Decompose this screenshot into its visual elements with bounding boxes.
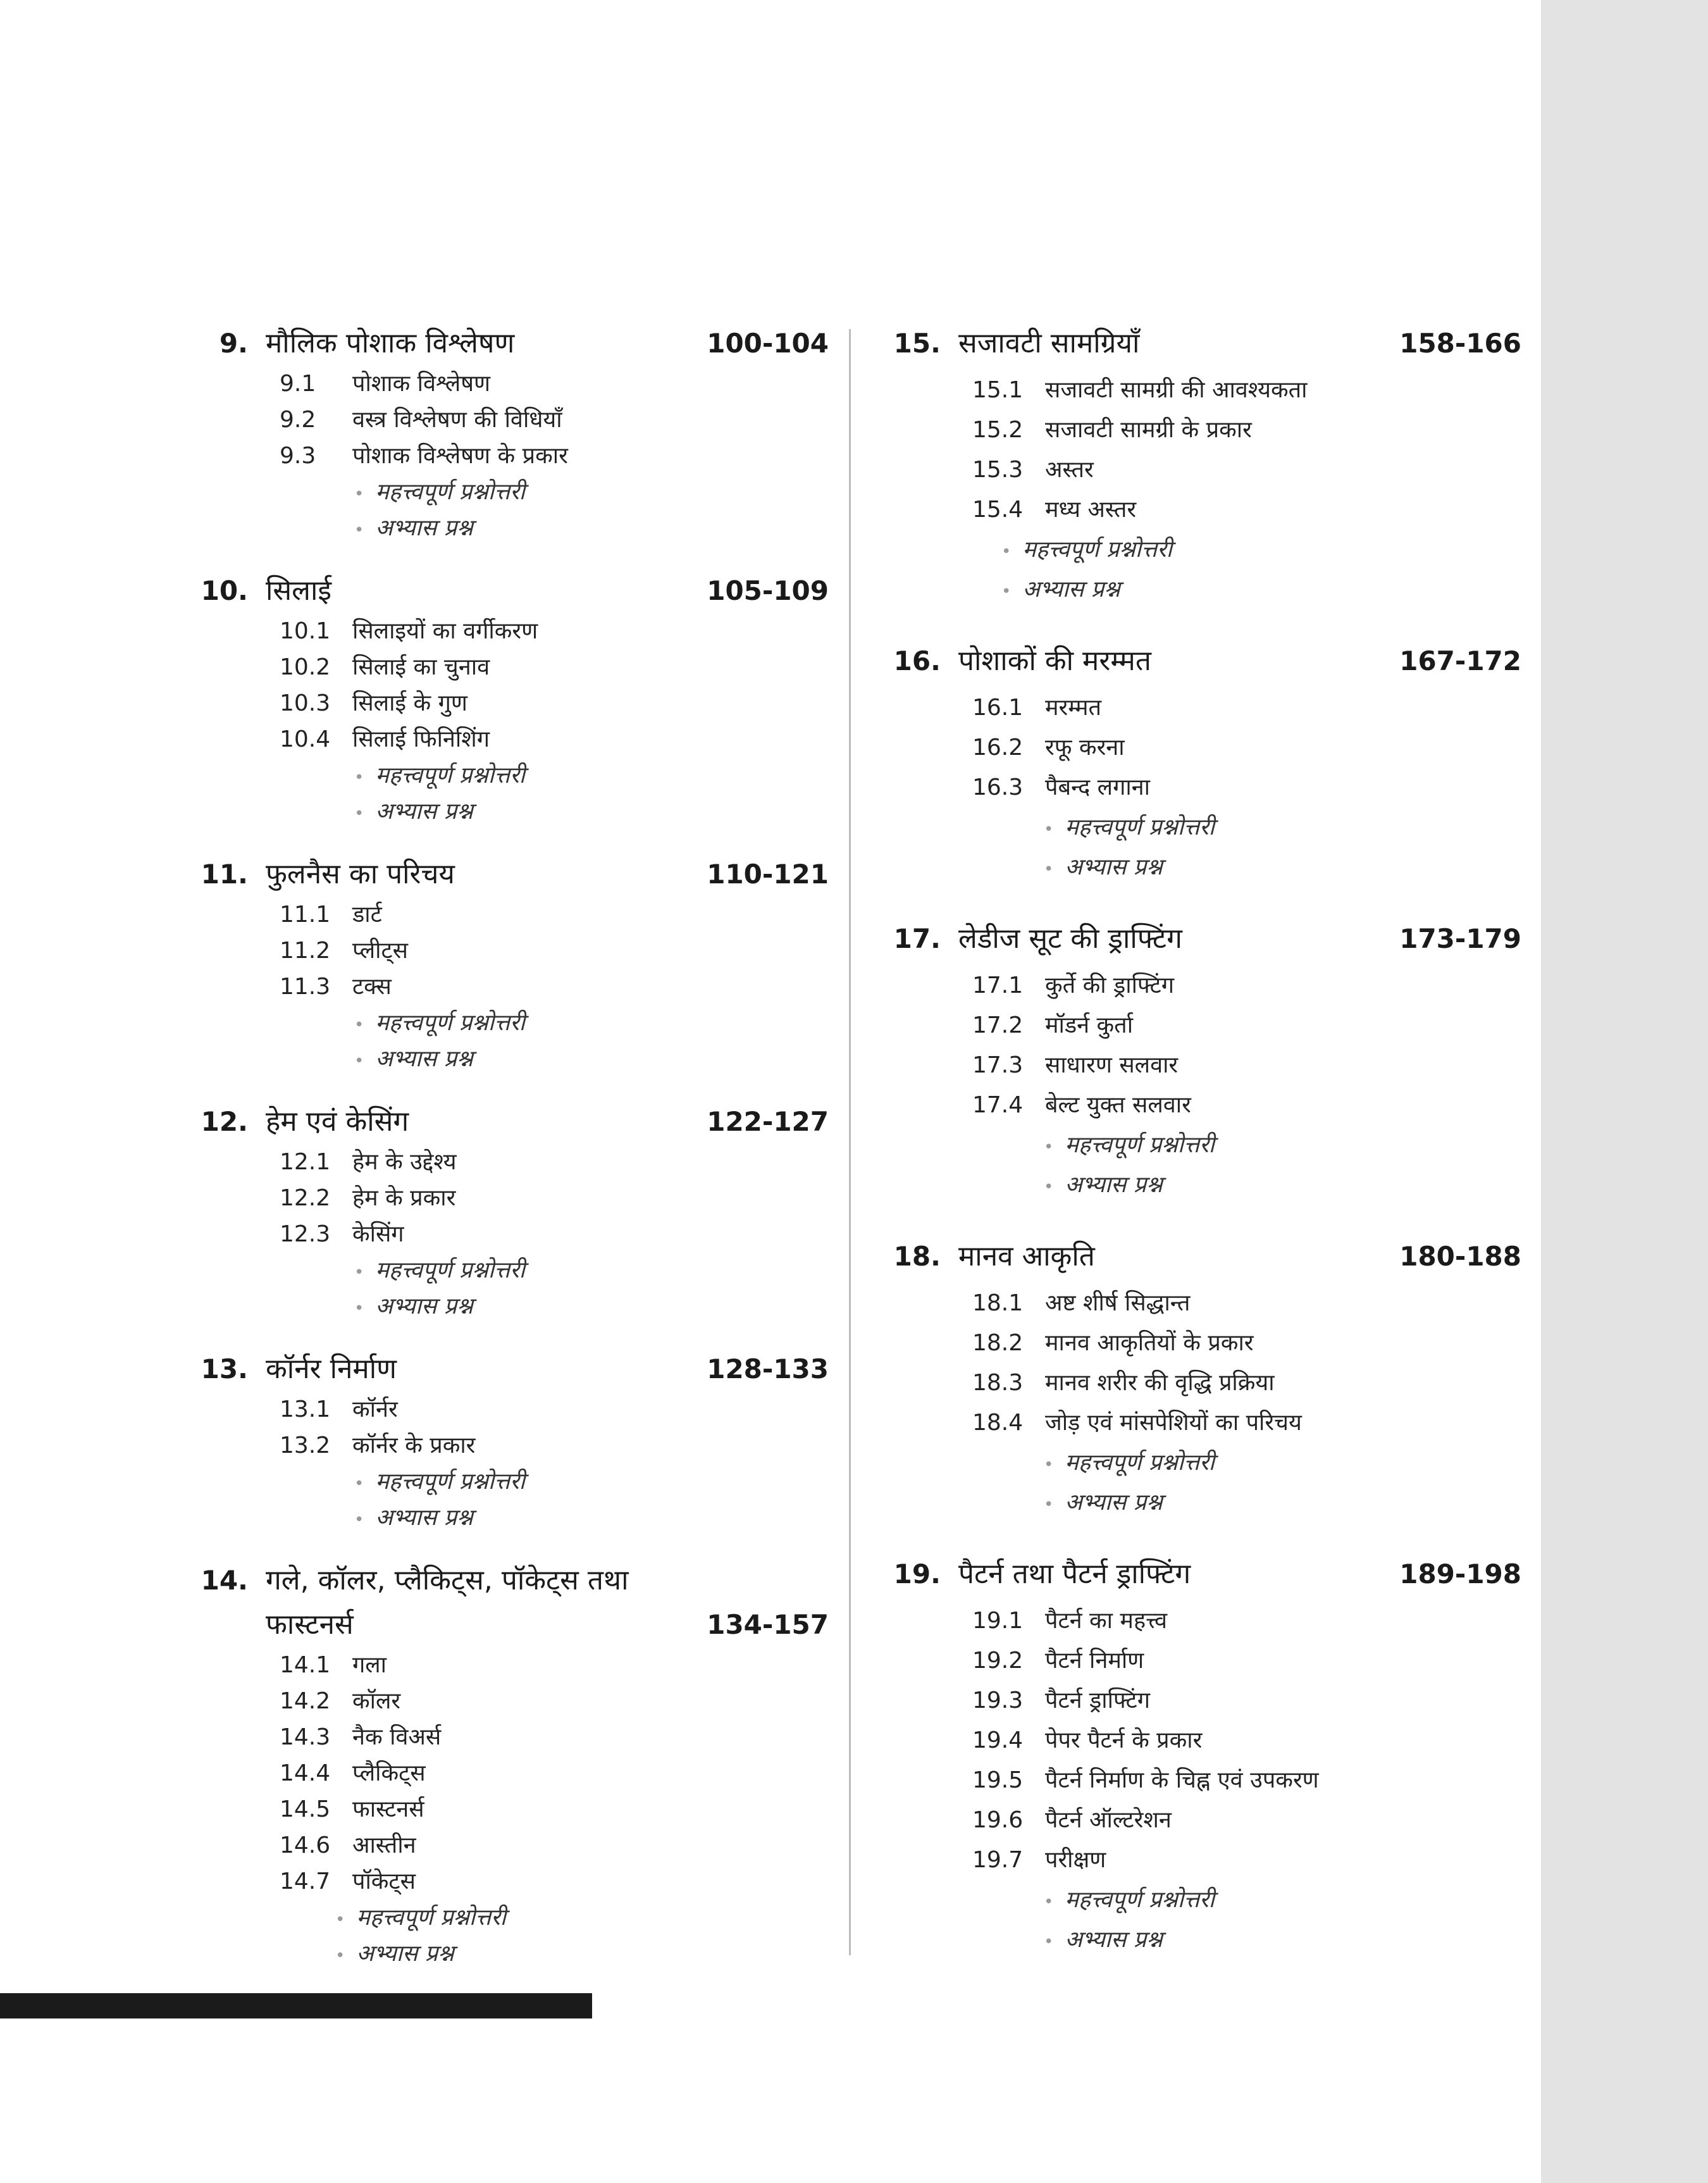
- section-title: पैटर्न ऑल्टरेशन: [1045, 1807, 1172, 1833]
- bullet-entry: [889, 1128, 1521, 1168]
- section-entry: [196, 1829, 829, 1865]
- section-number: 19.6: [972, 1807, 1024, 1833]
- bullet-entry: [196, 759, 829, 795]
- bullet-text: महत्त्वपूर्ण प्रश्नोत्तरी: [1065, 1887, 1215, 1913]
- section-entry: [889, 1604, 1521, 1644]
- bullet-entry: [196, 511, 829, 547]
- section-number: 17.1: [972, 973, 1024, 998]
- bullet-text: अभ्यास प्रश्न: [1022, 576, 1120, 602]
- chapter-heading: [196, 570, 829, 614]
- toc-right-column: [889, 323, 1521, 1991]
- bullet-entry: [889, 1446, 1521, 1486]
- section-number: 19.4: [972, 1727, 1024, 1753]
- bullet-text: अभ्यास प्रश्न: [375, 515, 473, 541]
- section-entry: [889, 1724, 1521, 1763]
- section-entry: [196, 1684, 829, 1720]
- bullet-text: महत्त्वपूर्ण प्रश्नोत्तरी: [1065, 814, 1215, 840]
- bullet-icon: •: [1044, 1178, 1054, 1197]
- section-title: सजावटी सामग्री के प्रकार: [1045, 417, 1252, 443]
- section-title: पेपर पैटर्न के प्रकार: [1045, 1727, 1203, 1753]
- chapter-heading: [196, 323, 829, 367]
- section-title: कुर्ते की ड्राफ्टिंग: [1045, 973, 1175, 998]
- bullet-icon: •: [1001, 542, 1012, 561]
- toc-chapter: [889, 640, 1521, 890]
- section-title: डार्ट: [352, 902, 382, 928]
- bullet-entry: [889, 1923, 1521, 1963]
- section-entry: [889, 771, 1521, 811]
- section-title: साधारण सलवार: [1045, 1052, 1179, 1078]
- footer-bar: [0, 1993, 592, 2018]
- chapter-heading: [196, 854, 829, 898]
- section-number: 19.3: [972, 1688, 1024, 1713]
- toc-chapter: [889, 323, 1521, 613]
- section-title: मरम्मत: [1045, 695, 1102, 721]
- section-number: 13.1: [280, 1396, 331, 1422]
- section-number: 10.1: [280, 618, 331, 644]
- chapter-number: 12.: [201, 1106, 248, 1137]
- section-title: जोड़ एवं मांसपेशियों का परिचय: [1045, 1410, 1302, 1436]
- section-entry: [889, 969, 1521, 1009]
- section-title: मॉडर्न कुर्ता: [1045, 1012, 1134, 1038]
- section-entry: [889, 731, 1521, 771]
- chapter-number: 16.: [893, 645, 941, 676]
- bullet-text: अभ्यास प्रश्न: [1065, 1172, 1163, 1198]
- section-title: कॉर्नर के प्रकार: [352, 1433, 476, 1458]
- section-title: पैटर्न निर्माण: [1045, 1648, 1144, 1674]
- section-title: गला: [352, 1652, 387, 1678]
- section-entry: [889, 1286, 1521, 1326]
- section-title: टक्स: [352, 974, 392, 1000]
- section-title: पैटर्न ड्राफ्टिंग: [1045, 1688, 1151, 1713]
- section-number: 10.4: [280, 726, 331, 752]
- section-number: 18.3: [972, 1370, 1024, 1396]
- section-number: 12.3: [280, 1221, 331, 1247]
- bullet-entry: [196, 1465, 829, 1501]
- chapter-title: सिलाई: [266, 575, 331, 607]
- section-title: पैटर्न का महत्त्व: [1045, 1608, 1167, 1634]
- section-entry: [889, 1803, 1521, 1843]
- section-entry: [196, 1865, 829, 1901]
- section-title: वस्त्र विश्लेषण की विधियाँ: [352, 407, 562, 433]
- toc-chapter: [196, 1348, 829, 1537]
- chapter-heading: [889, 918, 1521, 969]
- bullet-entry: [196, 795, 829, 831]
- chapter-title: पैटर्न तथा पैटर्न ड्राफ्टिंग: [958, 1558, 1191, 1590]
- chapter-number: 19.: [893, 1558, 941, 1589]
- chapter-title: कॉर्नर निर्माण: [266, 1353, 397, 1385]
- section-entry: [196, 898, 829, 934]
- section-number: 14.5: [280, 1796, 331, 1822]
- chapter-title: पोशाकों की मरम्मत: [958, 645, 1151, 677]
- chapter-heading: [889, 640, 1521, 691]
- section-number: 14.2: [280, 1688, 331, 1714]
- section-number: 10.2: [280, 654, 331, 680]
- section-number: 15.3: [972, 457, 1024, 483]
- section-entry: [196, 367, 829, 403]
- chapter-page-range: 189-198: [1399, 1558, 1521, 1589]
- section-entry: [196, 614, 829, 650]
- page-edge-strip: [1541, 0, 1708, 2183]
- chapter-number: 13.: [201, 1353, 248, 1384]
- section-entry: [196, 723, 829, 759]
- column-divider: [849, 329, 851, 1955]
- bullet-icon: •: [1044, 1932, 1054, 1951]
- chapter-page-range: 173-179: [1399, 923, 1521, 954]
- section-entry: [889, 373, 1521, 413]
- section-title: पैबन्द लगाना: [1045, 774, 1150, 800]
- chapter-title: सजावटी सामग्रियाँ: [958, 327, 1140, 359]
- bullet-entry: [196, 1901, 829, 1937]
- bullet-entry: [889, 1168, 1521, 1208]
- section-title: प्लैकिट्स: [352, 1760, 426, 1786]
- section-title: पोशाक विश्लेषण के प्रकार: [352, 443, 568, 469]
- chapter-title: लेडीज सूट की ड्राफ्टिंग: [958, 923, 1182, 955]
- section-entry: [196, 934, 829, 970]
- bullet-text: अभ्यास प्रश्न: [1065, 1490, 1163, 1515]
- section-entry: [196, 1720, 829, 1757]
- section-title: बेल्ट युक्त सलवार: [1045, 1092, 1191, 1118]
- chapter-title: मौलिक पोशाक विश्लेषण: [266, 327, 515, 359]
- chapter-page-range: 110-121: [707, 859, 829, 890]
- section-entry: [889, 453, 1521, 493]
- bullet-icon: •: [354, 485, 364, 504]
- chapter-title-line1: गले, कॉलर, प्लैकिट्स, पॉकेट्स तथा: [266, 1564, 629, 1596]
- chapter-title-line2: फास्टनर्स: [266, 1608, 354, 1641]
- bullet-entry: [196, 1006, 829, 1042]
- bullet-icon: •: [354, 1474, 364, 1493]
- section-number: 9.2: [280, 407, 316, 433]
- chapter-page-range: 167-172: [1399, 645, 1521, 676]
- bullet-text: अभ्यास प्रश्न: [1065, 1927, 1163, 1953]
- section-entry: [196, 1429, 829, 1465]
- section-number: 19.5: [972, 1767, 1024, 1793]
- section-title: परीक्षण: [1045, 1847, 1106, 1873]
- chapter-number: 14.: [201, 1565, 248, 1596]
- section-number: 11.1: [280, 902, 331, 928]
- section-entry: [196, 687, 829, 723]
- bullet-icon: •: [335, 1910, 345, 1929]
- section-title: मानव आकृतियों के प्रकार: [1045, 1330, 1254, 1356]
- section-number: 19.2: [972, 1648, 1024, 1674]
- bullet-text: अभ्यास प्रश्न: [1065, 854, 1163, 880]
- section-entry: [889, 1009, 1521, 1048]
- toc-left-column: [196, 323, 829, 1996]
- bullet-text: महत्त्वपूर्ण प्रश्नोत्तरी: [1022, 537, 1173, 563]
- bullet-text: अभ्यास प्रश्न: [375, 1046, 473, 1072]
- chapter-page-range: 158-166: [1399, 328, 1521, 359]
- chapter-page-range: 100-104: [707, 328, 829, 359]
- chapter-number: 18.: [893, 1241, 941, 1272]
- chapter-title: मानव आकृति: [958, 1240, 1095, 1272]
- bullet-icon: •: [354, 1263, 364, 1282]
- toc-chapter: [196, 1560, 829, 1973]
- section-entry: [889, 1088, 1521, 1128]
- section-number: 14.6: [280, 1832, 331, 1858]
- section-title: सिलाई फिनिशिंग: [352, 726, 490, 752]
- chapter-number: 10.: [201, 575, 248, 606]
- section-number: 15.1: [972, 377, 1024, 403]
- section-entry: [196, 1793, 829, 1829]
- section-title: सिलाइयों का वर्गीकरण: [352, 618, 538, 644]
- bullet-icon: •: [1044, 860, 1054, 879]
- bullet-text: महत्त्वपूर्ण प्रश्नोत्तरी: [375, 1010, 526, 1036]
- section-entry: [196, 403, 829, 439]
- chapter-number: 17.: [893, 923, 941, 954]
- section-title: पैटर्न निर्माण के चिह्न एवं उपकरण: [1045, 1767, 1319, 1793]
- section-number: 13.2: [280, 1433, 331, 1458]
- section-number: 9.3: [280, 443, 316, 469]
- bullet-entry: [196, 1042, 829, 1078]
- section-number: 12.2: [280, 1185, 331, 1211]
- bullet-text: अभ्यास प्रश्न: [375, 1293, 473, 1319]
- section-entry: [889, 1644, 1521, 1684]
- bullet-icon: •: [1001, 582, 1012, 601]
- section-number: 19.1: [972, 1608, 1024, 1634]
- toc-chapter: [889, 1553, 1521, 1963]
- bullet-text: अभ्यास प्रश्न: [356, 1941, 454, 1967]
- bullet-entry: [889, 573, 1521, 613]
- bullet-entry: [196, 1501, 829, 1537]
- chapter-title: हेम एवं केसिंग: [266, 1105, 409, 1138]
- bullet-icon: •: [354, 804, 364, 823]
- section-number: 15.4: [972, 497, 1024, 523]
- section-title: पोशाक विश्लेषण: [352, 371, 491, 397]
- section-title: पॉकेट्स: [352, 1869, 416, 1894]
- chapter-number: 9.: [219, 328, 248, 359]
- bullet-entry: [196, 1290, 829, 1326]
- bullet-entry: [196, 475, 829, 511]
- bullet-entry: [196, 1937, 829, 1973]
- toc-chapter: [196, 1101, 829, 1326]
- section-number: 16.3: [972, 774, 1024, 800]
- toc-chapter: [196, 323, 829, 547]
- bullet-text: महत्त्वपूर्ण प्रश्नोत्तरी: [1065, 1450, 1215, 1476]
- section-entry: [889, 493, 1521, 533]
- section-title: केसिंग: [352, 1221, 404, 1247]
- chapter-page-range: 134-157: [707, 1609, 829, 1640]
- section-number: 17.2: [972, 1012, 1024, 1038]
- section-number: 18.1: [972, 1290, 1024, 1316]
- bullet-icon: •: [1044, 1495, 1054, 1514]
- section-entry: [196, 1145, 829, 1181]
- section-entry: [196, 1181, 829, 1217]
- chapter-number: 11.: [201, 859, 248, 890]
- section-number: 11.2: [280, 938, 331, 964]
- bullet-text: महत्त्वपूर्ण प्रश्नोत्तरी: [375, 762, 526, 788]
- section-title: मानव शरीर की वृद्धि प्रक्रिया: [1045, 1370, 1275, 1396]
- bullet-icon: •: [1044, 1455, 1054, 1474]
- section-number: 10.3: [280, 690, 331, 716]
- section-number: 14.7: [280, 1869, 331, 1894]
- bullet-text: महत्त्वपूर्ण प्रश्नोत्तरी: [375, 479, 526, 505]
- chapter-heading: [889, 1236, 1521, 1286]
- toc-chapter: [889, 1236, 1521, 1526]
- section-title: फास्टनर्स: [352, 1796, 424, 1822]
- chapter-heading: [196, 1101, 829, 1145]
- section-title: आस्तीन: [352, 1832, 416, 1858]
- section-title: सजावटी सामग्री की आवश्यकता: [1045, 377, 1308, 403]
- section-title: अष्ट शीर्ष सिद्धान्त: [1045, 1290, 1191, 1316]
- toc-chapter: [889, 918, 1521, 1208]
- section-title: हेम के उद्देश्य: [352, 1149, 457, 1175]
- section-title: कॉलर: [352, 1688, 401, 1714]
- section-number: 9.1: [280, 371, 316, 397]
- bullet-icon: •: [354, 768, 364, 787]
- chapter-page-range: 180-188: [1399, 1241, 1521, 1272]
- chapter-number: 15.: [893, 328, 941, 359]
- section-entry: [889, 1406, 1521, 1446]
- section-title: प्लीट्स: [352, 938, 408, 964]
- section-title: रफू करना: [1045, 735, 1125, 761]
- toc-chapter: [196, 570, 829, 831]
- section-entry: [196, 1757, 829, 1793]
- section-entry: [889, 691, 1521, 731]
- chapter-heading: [889, 1553, 1521, 1604]
- bullet-text: महत्त्वपूर्ण प्रश्नोत्तरी: [1065, 1132, 1215, 1158]
- section-number: 17.3: [972, 1052, 1024, 1078]
- chapter-page-range: 128-133: [707, 1353, 829, 1384]
- section-title: मध्य अस्तर: [1045, 497, 1137, 523]
- bullet-icon: •: [354, 1052, 364, 1071]
- section-entry: [196, 650, 829, 687]
- bullet-entry: [889, 533, 1521, 573]
- section-number: 18.4: [972, 1410, 1024, 1436]
- bullet-icon: •: [1044, 820, 1054, 839]
- section-number: 14.3: [280, 1724, 331, 1750]
- section-title: सिलाई का चुनाव: [352, 654, 490, 680]
- bullet-icon: •: [354, 1299, 364, 1318]
- bullet-icon: •: [354, 1016, 364, 1035]
- bullet-text: अभ्यास प्रश्न: [375, 799, 473, 824]
- bullet-entry: [196, 1253, 829, 1290]
- chapter-heading-continued: [196, 1604, 829, 1648]
- section-title: अस्तर: [1045, 457, 1094, 483]
- section-title: कॉर्नर: [352, 1396, 398, 1422]
- section-entry: [889, 1048, 1521, 1088]
- section-number: 16.2: [972, 735, 1024, 761]
- bullet-icon: •: [354, 521, 364, 540]
- toc-chapter: [196, 854, 829, 1078]
- bullet-text: महत्त्वपूर्ण प्रश्नोत्तरी: [356, 1905, 507, 1931]
- bullet-entry: [889, 1883, 1521, 1923]
- section-title: हेम के प्रकार: [352, 1185, 456, 1211]
- chapter-page-range: 122-127: [707, 1106, 829, 1137]
- section-entry: [196, 970, 829, 1006]
- bullet-icon: •: [354, 1510, 364, 1529]
- bullet-text: महत्त्वपूर्ण प्रश्नोत्तरी: [375, 1469, 526, 1495]
- section-entry: [889, 413, 1521, 453]
- bullet-icon: •: [1044, 1138, 1054, 1157]
- chapter-title: फुलनैस का परिचय: [266, 858, 455, 890]
- section-entry: [889, 1843, 1521, 1883]
- bullet-entry: [889, 850, 1521, 890]
- section-number: 14.1: [280, 1652, 331, 1678]
- section-title: नैक विअर्स: [352, 1724, 442, 1750]
- section-number: 15.2: [972, 417, 1024, 443]
- bullet-text: महत्त्वपूर्ण प्रश्नोत्तरी: [375, 1257, 526, 1283]
- bullet-entry: [889, 811, 1521, 850]
- section-entry: [196, 1648, 829, 1684]
- section-entry: [889, 1366, 1521, 1406]
- bullet-icon: •: [335, 1946, 345, 1965]
- section-entry: [196, 1393, 829, 1429]
- section-title: सिलाई के गुण: [352, 690, 467, 716]
- section-entry: [196, 439, 829, 475]
- section-number: 14.4: [280, 1760, 331, 1786]
- section-number: 12.1: [280, 1149, 331, 1175]
- section-number: 19.7: [972, 1847, 1024, 1873]
- section-number: 11.3: [280, 974, 331, 1000]
- section-entry: [196, 1217, 829, 1253]
- section-entry: [889, 1684, 1521, 1724]
- bullet-icon: •: [1044, 1893, 1054, 1912]
- section-entry: [889, 1763, 1521, 1803]
- section-entry: [889, 1326, 1521, 1366]
- chapter-heading: [196, 1560, 829, 1604]
- chapter-page-range: 105-109: [707, 575, 829, 606]
- section-number: 18.2: [972, 1330, 1024, 1356]
- bullet-text: अभ्यास प्रश्न: [375, 1505, 473, 1531]
- section-number: 17.4: [972, 1092, 1024, 1118]
- chapter-heading: [196, 1348, 829, 1393]
- section-number: 16.1: [972, 695, 1024, 721]
- chapter-heading: [889, 323, 1521, 373]
- bullet-entry: [889, 1486, 1521, 1526]
